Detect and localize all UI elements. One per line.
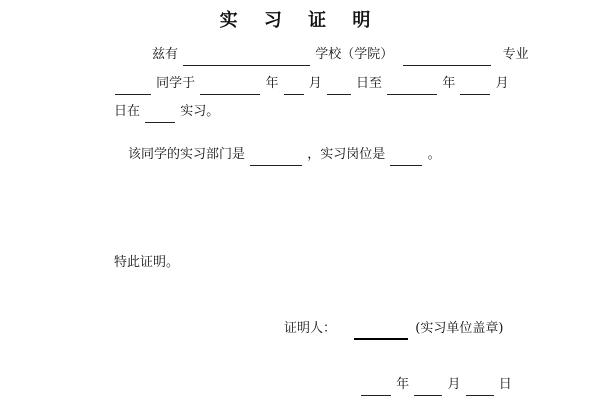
blank-student[interactable] <box>115 78 151 95</box>
text-student-suffix: 同学于 <box>156 76 196 91</box>
text-major: 专业 <box>502 47 529 62</box>
closing-statement: 特此证明。 <box>114 255 180 270</box>
blank-end-month[interactable] <box>460 78 490 95</box>
line-student-school <box>152 44 529 66</box>
text-prefix: 兹有 <box>152 47 179 62</box>
line-dates <box>114 73 509 95</box>
text-year1: 年 <box>265 76 279 91</box>
text-month1: 月 <box>308 76 322 91</box>
blank-department[interactable] <box>250 149 302 166</box>
blank-start-day[interactable] <box>327 78 351 95</box>
stamp-note: (实习单位盖章) <box>415 321 504 336</box>
text-year: 年 <box>396 377 410 392</box>
blank-position[interactable] <box>390 149 422 166</box>
text-prefix: 日在 <box>114 104 141 119</box>
text-department-label: 该同学的实习部门是 <box>128 147 246 162</box>
text-position-label: ，实习岗位是 <box>307 147 386 162</box>
text-school: 学校（学院） <box>315 47 394 62</box>
blank-major[interactable] <box>403 49 491 66</box>
signer-label: 证明人： <box>284 321 337 336</box>
blank-sign-year[interactable] <box>361 379 391 396</box>
blank-sign-month[interactable] <box>414 379 442 396</box>
blank-sign-day[interactable] <box>466 379 494 396</box>
text-period: 。 <box>427 147 441 162</box>
text-suffix: 实习。 <box>180 104 220 119</box>
line-signer <box>284 318 503 340</box>
blank-start-year[interactable] <box>200 78 260 95</box>
text-month: 月 <box>447 377 461 392</box>
line-signature-date <box>360 374 512 396</box>
line-department-position <box>128 144 441 166</box>
blank-student-name[interactable] <box>183 49 310 66</box>
blank-signer[interactable] <box>354 322 408 340</box>
document-title: 实 习 证 明 <box>219 10 381 31</box>
blank-start-month[interactable] <box>284 78 304 95</box>
text-day: 日 <box>498 377 512 392</box>
line-internship-place <box>114 101 219 123</box>
text-year2: 年 <box>442 76 456 91</box>
text-day-to: 日至 <box>356 76 383 91</box>
blank-end-day[interactable] <box>145 106 175 123</box>
blank-end-year[interactable] <box>387 78 437 95</box>
text-month2: 月 <box>495 76 509 91</box>
